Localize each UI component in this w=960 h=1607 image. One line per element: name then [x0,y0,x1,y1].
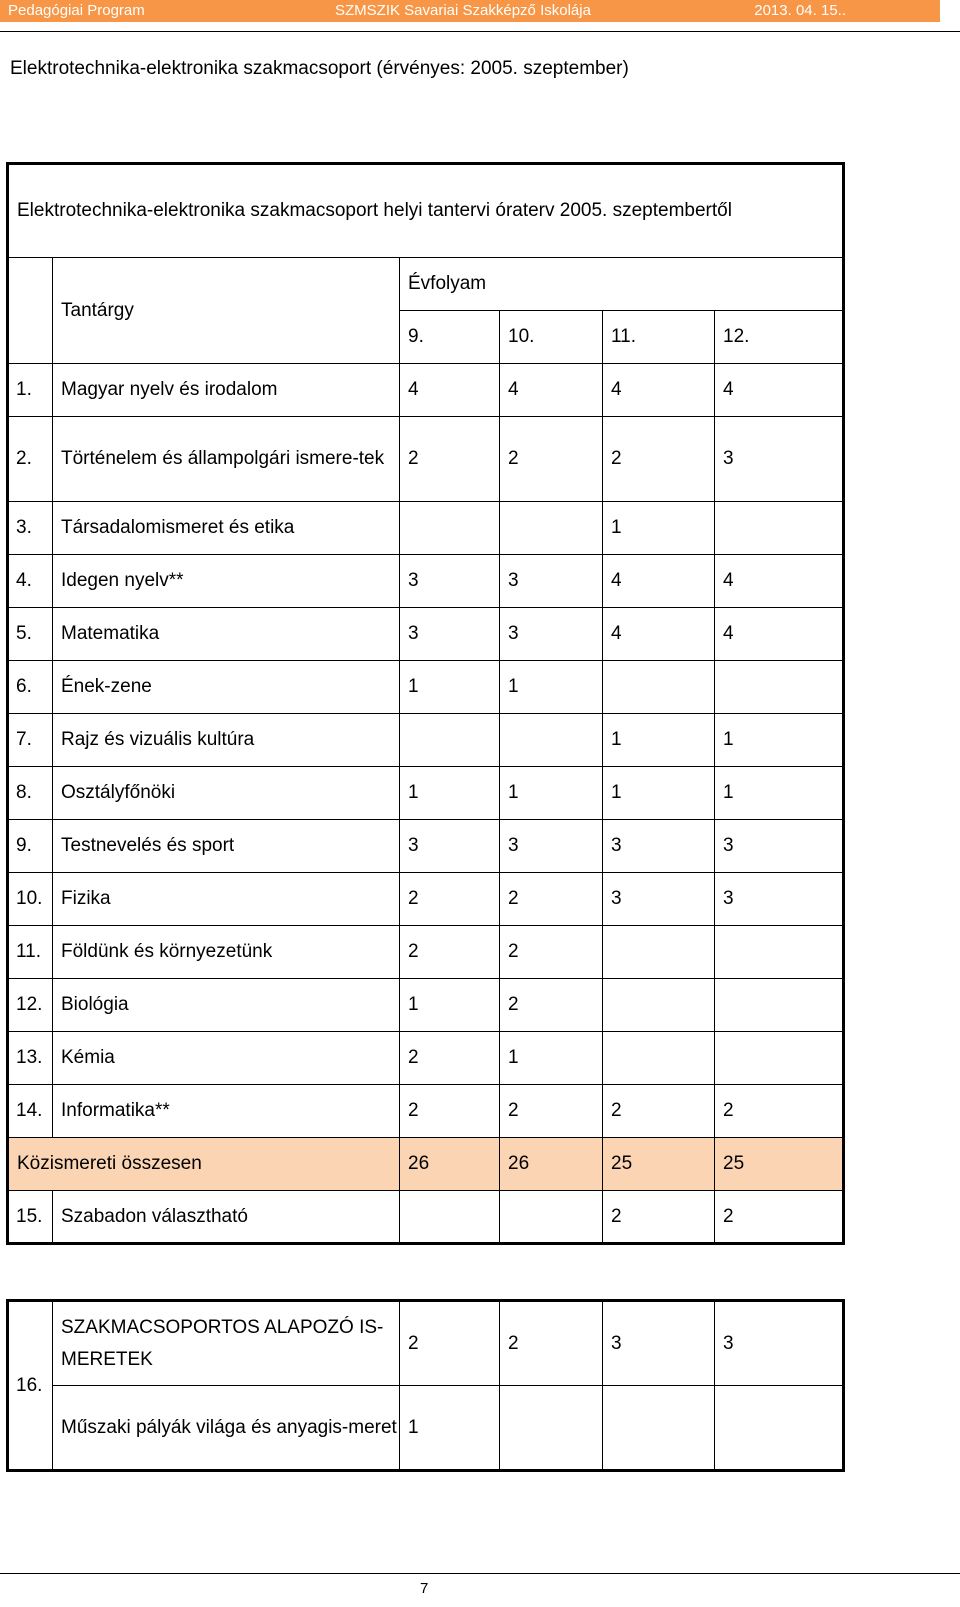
hours-cell: 2 [400,926,500,979]
row-number: 11. [8,926,53,979]
subject-cell: Osztályfőnöki [53,767,400,820]
row-number: 16. [8,1301,53,1471]
hours-cell [715,1032,844,1085]
grade-header: Évfolyam [400,258,844,311]
table-row [8,502,844,555]
hours-cell: 2 [500,1085,603,1138]
hours-cell: 1 [400,979,500,1032]
table-caption: Elektrotechnika-elektronika szakmacsoport helyi tantervi óraterv 2005. szeptembertől [8,164,844,258]
hours-cell: 2 [400,1085,500,1138]
page-header [0,0,940,22]
hours-cell [500,502,603,555]
header-rule [0,31,960,32]
elective-row [8,1191,844,1244]
subject-cell: Matematika [53,608,400,661]
hours-cell: 4 [603,364,715,417]
table-row [8,979,844,1032]
hours-cell: 2 [500,926,603,979]
hours-cell: 4 [715,608,844,661]
table-row [8,1032,844,1085]
table-header-row [8,258,844,311]
hours-cell: 1 [603,767,715,820]
hours-cell: 2 [400,873,500,926]
subject-cell: Történelem és állampolgári ismere-tek [53,417,400,502]
table-row [8,767,844,820]
hours-cell: 4 [603,608,715,661]
table-row [8,364,844,417]
table-row [8,1386,844,1471]
subject-cell: Ének-zene [53,661,400,714]
table-caption-row [8,164,844,258]
total-hours-cell: 26 [400,1138,500,1191]
subject-header: Tantárgy [53,258,400,364]
subject-cell: SZAKMACSOPORTOS ALAPOZÓ IS-MERETEK [53,1301,400,1386]
subject-cell: Földünk és környezetünk [53,926,400,979]
hours-cell: 3 [603,820,715,873]
table-row [8,417,844,502]
hours-cell [715,979,844,1032]
grade-11: 11. [603,311,715,364]
subject-cell: Idegen nyelv** [53,555,400,608]
hours-cell [500,714,603,767]
subject-cell: Kémia [53,1032,400,1085]
hours-cell: 1 [400,661,500,714]
hours-cell: 3 [603,1301,715,1386]
row-number: 10. [8,873,53,926]
hours-cell: 2 [715,1191,844,1244]
subject-cell: Rajz és vizuális kultúra [53,714,400,767]
hours-cell: 3 [603,873,715,926]
table-row [8,661,844,714]
specialized-table [6,1299,845,1472]
hours-cell: 2 [500,417,603,502]
hours-cell [603,926,715,979]
row-number: 4. [8,555,53,608]
hours-cell [715,502,844,555]
hours-cell: 3 [715,873,844,926]
hours-cell [603,979,715,1032]
hours-cell: 2 [603,417,715,502]
subject-cell: Informatika** [53,1085,400,1138]
row-number: 1. [8,364,53,417]
total-row [8,1138,844,1191]
hours-cell: 1 [500,661,603,714]
table-row [8,873,844,926]
page-number: 7 [420,1580,429,1597]
hours-cell: 3 [715,417,844,502]
hours-cell: 1 [400,767,500,820]
hours-cell: 3 [500,608,603,661]
header-program-title: Pedagógiai Program [8,2,145,19]
hours-cell: 1 [603,714,715,767]
grade-12: 12. [715,311,844,364]
hours-cell: 3 [715,1301,844,1386]
hours-cell: 3 [500,555,603,608]
hours-cell [400,502,500,555]
hours-cell: 1 [603,502,715,555]
row-number: 7. [8,714,53,767]
hours-cell [603,661,715,714]
hours-cell: 1 [715,767,844,820]
hours-cell: 4 [500,364,603,417]
hours-cell [715,661,844,714]
document-title: Elektrotechnika-elektronika szakmacsoport (érvényes: 2005. szeptember) [10,58,629,79]
table-row [8,820,844,873]
hours-cell [400,714,500,767]
table-row [8,926,844,979]
header-date: 2013. 04. 15.. [754,2,846,19]
hours-cell: 1 [500,1032,603,1085]
hours-cell: 2 [400,417,500,502]
hours-cell: 2 [500,873,603,926]
hours-cell: 3 [400,555,500,608]
hours-cell: 4 [715,364,844,417]
grade-9: 9. [400,311,500,364]
row-number: 14. [8,1085,53,1138]
table-row [8,1085,844,1138]
row-number: 13. [8,1032,53,1085]
hours-cell: 4 [603,555,715,608]
hours-cell: 2 [603,1191,715,1244]
row-number: 5. [8,608,53,661]
hours-cell: 1 [715,714,844,767]
hours-cell: 3 [400,820,500,873]
subject-cell: Magyar nyelv és irodalom [53,364,400,417]
row-number: 12. [8,979,53,1032]
footer-rule [0,1573,960,1574]
hours-cell [603,1386,715,1471]
hours-cell [500,1386,603,1471]
hours-cell: 2 [603,1085,715,1138]
subject-cell: Biológia [53,979,400,1032]
grade-10: 10. [500,311,603,364]
hours-cell: 2 [400,1301,500,1386]
hours-cell [715,926,844,979]
total-hours-cell: 25 [603,1138,715,1191]
table-row [8,555,844,608]
curriculum-table [6,162,845,1245]
hours-cell: 1 [400,1386,500,1471]
hours-cell [500,1191,603,1244]
hours-cell: 3 [400,608,500,661]
subject-cell: Szabadon választható [53,1191,400,1244]
subject-cell: Fizika [53,873,400,926]
hours-cell [603,1032,715,1085]
table-row [8,608,844,661]
row-number: 3. [8,502,53,555]
hours-cell: 3 [715,820,844,873]
hours-cell: 2 [500,1301,603,1386]
subject-cell: Műszaki pályák világa és anyagis-meret [53,1386,400,1471]
hours-cell: 2 [500,979,603,1032]
subject-cell: Testnevelés és sport [53,820,400,873]
header-school-name: SZMSZIK Savariai Szakképző Iskolája [335,2,591,19]
total-hours-cell: 26 [500,1138,603,1191]
hours-cell: 2 [715,1085,844,1138]
hours-cell: 3 [500,820,603,873]
hours-cell [715,1386,844,1471]
hours-cell: 1 [500,767,603,820]
row-number: 15. [8,1191,53,1244]
hours-cell: 4 [715,555,844,608]
row-number: 6. [8,661,53,714]
total-label: Közismereti összesen [8,1138,400,1191]
row-number: 9. [8,820,53,873]
table-row [8,1301,844,1386]
hours-cell: 2 [400,1032,500,1085]
row-number: 8. [8,767,53,820]
hours-cell [400,1191,500,1244]
row-number: 2. [8,417,53,502]
table-row [8,714,844,767]
hours-cell: 4 [400,364,500,417]
total-hours-cell: 25 [715,1138,844,1191]
subject-cell: Társadalomismeret és etika [53,502,400,555]
